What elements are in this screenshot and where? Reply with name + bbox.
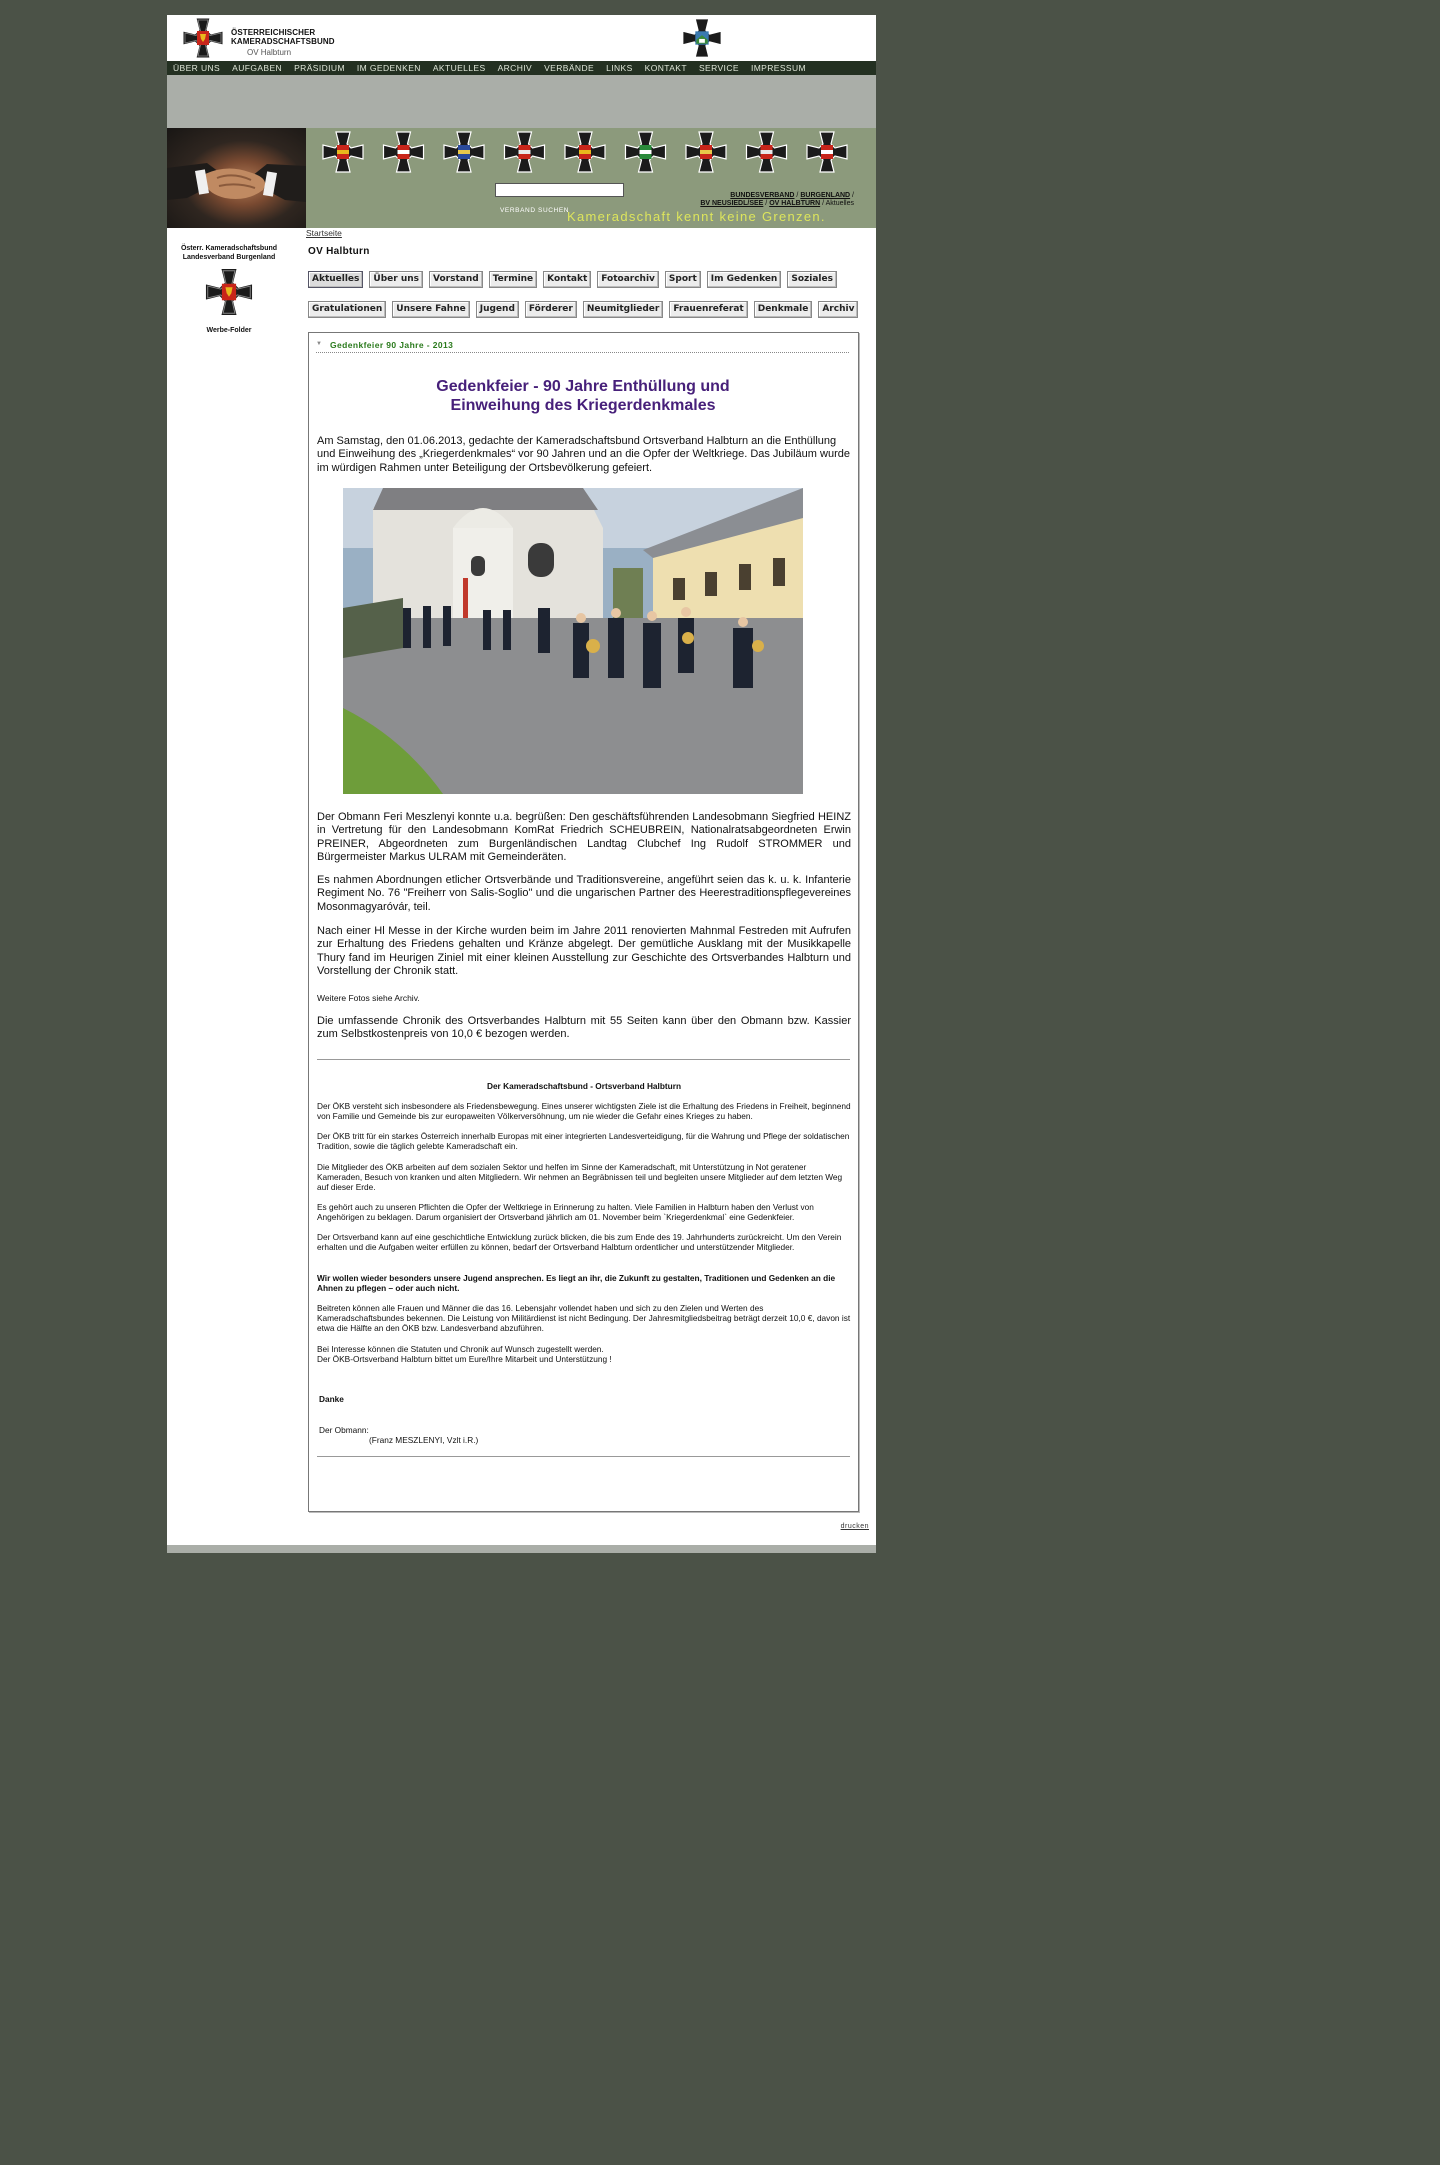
article-box: [308, 332, 859, 1512]
tab-frauenreferat[interactable]: Frauenreferat: [669, 301, 747, 318]
tab-denkmale[interactable]: Denkmale: [754, 301, 813, 318]
section-paragraph: Der ÖKB versteht sich insbesondere als Friedensbewegung. Eines unserer wichtigsten Ziele ist die Erhaltung des Friedens in Freiheit, beginnend von Familie und Gemeinde bis zur europaweiten Völkerversöhnung, um nie wieder die Gefahr eines Krieges zu haben.: [317, 1101, 851, 1121]
headline-line2: Einweihung des Kriegerdenkmales: [450, 397, 716, 414]
tab-aktuelles[interactable]: Aktuelles: [308, 271, 363, 288]
org-name-line1: ÖSTERREICHISCHER: [231, 28, 316, 37]
tab-fotoarchiv[interactable]: Fotoarchiv: [597, 271, 659, 288]
divider: [317, 1059, 850, 1060]
startseite-link[interactable]: Startseite: [306, 228, 342, 238]
procession-photo: [343, 488, 803, 794]
article-paragraph: Die umfassende Chronik des Ortsverbandes Halbturn mit 55 Seiten kann über den Obmann bzw. Kassier zum Selbstkostenpreis von 10,0 € bezogen werden.: [317, 1015, 851, 1041]
steiermark-cross-icon[interactable]: [626, 132, 666, 172]
page-title: OV Halbturn: [308, 246, 370, 257]
verband-search-label: VERBAND SUCHEN: [500, 207, 570, 214]
danke-text: Danke: [319, 1394, 344, 1404]
wien-cross-icon[interactable]: [807, 132, 847, 172]
obmann-label: Der Obmann:: [319, 1425, 369, 1435]
nav-ueber-uns[interactable]: ÜBER UNS: [173, 63, 221, 73]
nav-aufgaben[interactable]: AUFGABEN: [232, 63, 283, 73]
sidebar-title-line2: Landesverband Burgenland: [182, 254, 276, 261]
nav-im-gedenken[interactable]: IM GEDENKEN: [356, 63, 421, 73]
nav-impressum[interactable]: IMPRESSUM: [750, 63, 807, 73]
article-paragraph: Der Obmann Feri Meszlenyi konnte u.a. begrüßen: Den geschäftsführenden Landesobmann Siegfried HEINZ in Vertretung für den Landesobmann KomRat Friedrich SCHEUBREIN, Nationalratsabgeordneten Erwin PREINER, Abgeordneten zum Burgenländischen Landtag Clubchef Ing Rudolf STROMMER und Bürgermeister Markus ULRAM mit Gemeinderäten.: [317, 811, 851, 863]
tab-archiv[interactable]: Archiv: [818, 301, 858, 318]
tab-sport[interactable]: Sport: [665, 271, 701, 288]
section-paragraph: [317, 1344, 851, 1364]
nav-verbaende[interactable]: VERBÄNDE: [544, 63, 595, 73]
vorarlberg-cross-icon[interactable]: [747, 132, 787, 172]
article-paragraph: Weitere Fotos siehe Archiv.: [317, 993, 420, 1003]
breadcrumb-ov[interactable]: OV HALBTURN: [769, 200, 821, 207]
article-header-title: Gedenkfeier 90 Jahre - 2013: [330, 340, 454, 350]
article-header: [316, 340, 849, 353]
section-title: Der Kameradschaftsbund - Ortsverband Halbturn: [486, 1081, 682, 1091]
org-name-line2: KAMERADSCHAFTSBUND: [231, 37, 335, 46]
headline-line1: Gedenkfeier - 90 Jahre Enthüllung und: [436, 378, 730, 395]
nav-praesidium[interactable]: PRÄSIDIUM: [294, 63, 345, 73]
nav-archiv[interactable]: ARCHIV: [497, 63, 533, 73]
section-paragraph: Der ÖKB tritt für ein starkes Österreich innerhalb Europas mit einer integrierten Landesverteidigung, für die Wahrung und Pflege der soldatischen Tradition, sowie die täglich gelebte Kameradschaft ein.: [317, 1131, 850, 1151]
tab-unsere-fahne[interactable]: Unsere Fahne: [392, 301, 469, 318]
tab-termine[interactable]: Termine: [489, 271, 537, 288]
salzburg-cross-icon[interactable]: [565, 132, 605, 172]
tirol-cross-icon[interactable]: [686, 132, 726, 172]
page: [167, 15, 876, 1553]
nav-kontakt[interactable]: KONTAKT: [644, 63, 687, 73]
header: [167, 15, 876, 61]
tab-soziales[interactable]: Soziales: [787, 271, 837, 288]
organisation-name: [231, 28, 335, 46]
breadcrumb: BUNDESVERBAND / BURGENLAND / BV NEUSIEDL/SEE / OV HALBTURN / Aktuelles: [700, 192, 854, 207]
nav-aktuelles[interactable]: AKTUELLES: [432, 63, 486, 73]
footer-band: [167, 1545, 876, 1553]
nav-service[interactable]: SERVICE: [698, 63, 739, 73]
tab-foerderer[interactable]: Förderer: [525, 301, 577, 318]
section-line: Der ÖKB-Ortsverband Halbturn bittet um Eure/Ihre Mitarbeit und Unterstützung !: [317, 1354, 612, 1364]
tab-row-2: [308, 301, 858, 318]
handshake-image: [167, 128, 306, 228]
article-paragraph: Am Samstag, den 01.06.2013, gedachte der Kameradschaftsbund Ortsverband Halbturn an die Enthüllung und Einweihung des „Kriegerdenkmales“ vor 90 Jahren und an die Opfer der Weltkriege. Das Jubiläum wurde im würdigen Rahmen unter Beteiligung der Ortsbevölkerung gefeiert.: [317, 435, 850, 474]
tab-neumitglieder[interactable]: Neumitglieder: [583, 301, 664, 318]
breadcrumb-bundesverband[interactable]: BUNDESVERBAND: [730, 192, 795, 199]
burgenland-cross-icon[interactable]: [203, 266, 255, 318]
section-paragraph: Es gehört auch zu unseren Pflichten die Opfer der Weltkriege in Erinnerung zu halten. Viele Familien in Halbturn haben den Verlust von Angehörigen zu beklagen. Darum organisiert der Ortsverband jährlich am 01. November beim `Kriegerdenkmal` eine Gedenkfeier.: [317, 1202, 814, 1222]
tab-row-1: [308, 271, 837, 288]
divider: [317, 1456, 850, 1457]
section-paragraph: Beitreten können alle Frauen und Männer die das 16. Lebensjahr vollendet haben und sich zu den Zielen und Werten des Kameradschaftsbundes bekennen. Die Leistung von Militärdienst ist nicht Bedingung. Der Jahresmitgliedsbeitrag beträgt derzeit 10,0 €, davon ist etwa die Hälfte an den ÖKB bzw. Landesverband abzuführen.: [317, 1303, 851, 1333]
neusiedl-cross-icon: [680, 17, 724, 59]
niederoesterreich-cross-icon[interactable]: [444, 132, 484, 172]
obmann-name: (Franz MESZLENYI, Vzlt i.R.): [369, 1435, 479, 1445]
main-navigation: [167, 61, 876, 75]
breadcrumb-burgenland[interactable]: BURGENLAND: [800, 192, 851, 199]
article-paragraph: Nach einer Hl Messe in der Kirche wurden beim im Jahre 2011 renovierten Mahnmal Festreden mit Aufrufen zur Erhaltung des Friedens gehalten und Kränze abgelegt. Der gemütliche Ausklang mit der Musikkapelle Thury fand im Heurigen Ziniel mit einer kleinen Ausstellung zur Geschichte des Ortsverbandes Halbturn und Vorstellung der Chronik statt.: [317, 925, 851, 977]
breadcrumb-current: Aktuelles: [825, 200, 854, 207]
tab-jugend[interactable]: Jugend: [476, 301, 519, 318]
tab-gratulationen[interactable]: Gratulationen: [308, 301, 386, 318]
tab-im-gedenken[interactable]: Im Gedenken: [707, 271, 782, 288]
section-line: Bei Interesse können die Statuten und Chronik auf Wunsch zugestellt werden.: [317, 1344, 604, 1354]
section-paragraph: Wir wollen wieder besonders unsere Jugend ansprechen. Es liegt an ihr, die Zukunft zu gestalten, Traditionen und Gedenken an die Ahnen zu pflegen – oder auch nicht.: [317, 1273, 836, 1293]
tab-kontakt[interactable]: Kontakt: [543, 271, 591, 288]
sidebar-title: [167, 244, 291, 262]
ov-subtitle: OV Halbturn: [247, 48, 292, 57]
kaernten-cross-icon[interactable]: [384, 132, 424, 172]
oberoesterreich-cross-icon[interactable]: [505, 132, 545, 172]
tab-vorstand[interactable]: Vorstand: [429, 271, 483, 288]
banner: [167, 128, 876, 228]
print-link[interactable]: drucken: [840, 1523, 869, 1530]
tab-ueber-uns[interactable]: Über uns: [369, 271, 423, 288]
section-paragraph: Die Mitglieder des ÖKB arbeiten auf dem sozialen Sektor und helfen im Sinne der Kameradschaft, mit Unterstützung in Not geratener Kameraden, Besuch von kranken und alten Mitgliedern. Wir nehmen an Begräbnissen teil und begleiten unsere Mitglieder auf dem letzten Weg auf dieser Erde.: [317, 1162, 843, 1192]
article-arrow-icon: ▼: [316, 341, 322, 347]
breadcrumb-bv[interactable]: BV NEUSIEDL/SEE: [700, 200, 764, 207]
state-crosses: [317, 128, 862, 178]
burgenland-cross-icon[interactable]: [323, 132, 363, 172]
sidebar-title-line1: Österr. Kameradschaftsbund: [180, 245, 278, 252]
article-paragraph: Es nahmen Abordnungen etlicher Ortsverbände und Traditionsvereine, angeführt seien das k. u. k. Infanterie Regiment No. 76 "Freiherr von Salis-Soglio" und die ungarischen Partner des Heerestraditionspflegevereines Mosonmagyaróvár, teil.: [317, 874, 851, 913]
nav-links[interactable]: LINKS: [606, 63, 633, 73]
article-headline: [317, 377, 849, 415]
werbe-folder-link[interactable]: Werbe-Folder: [206, 327, 252, 334]
slogan: Kameradschaft kennt keine Grenzen.: [567, 209, 826, 224]
section-paragraph: Der Ortsverband kann auf eine geschichtliche Entwicklung zurück blicken, die bis zum Ende des 19. Jahrhunderts zurückreicht. Um den Verein erhalten und die Aufgaben weiter erfüllen zu können, bedarf der Ortsverband Halbturn ordentlicher und unterstützender Mitglieder.: [317, 1232, 842, 1252]
okb-cross-logo-icon[interactable]: [181, 16, 225, 60]
header-band: [167, 75, 876, 128]
